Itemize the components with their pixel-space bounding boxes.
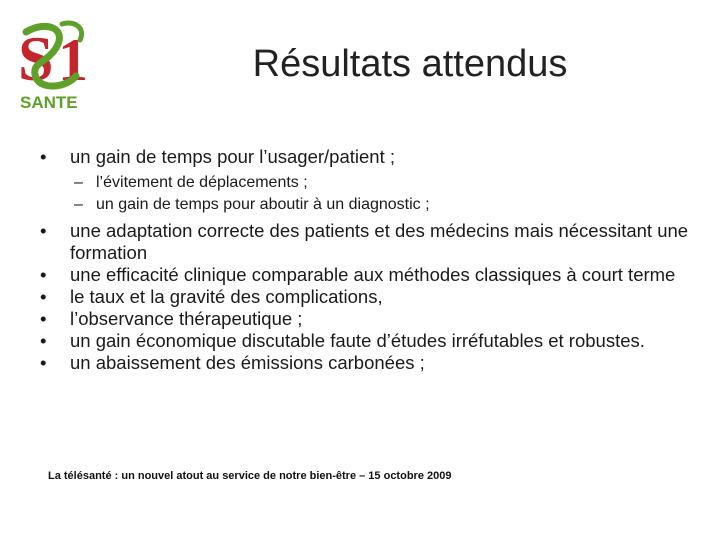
logo-graphic <box>16 18 100 114</box>
bullet-text: un abaissement des émissions carbonées ; <box>70 352 425 373</box>
bullet-text: l’observance thérapeutique ; <box>70 308 303 329</box>
logo-sante-label: SANTE <box>20 93 78 112</box>
sub-bullet-text: l’évitement de déplacements ; <box>96 174 308 191</box>
sub-bullet-item <box>40 194 690 216</box>
bullet-list <box>40 146 690 374</box>
bullet-text: une efficacité clinique comparable aux méthodes classiques à court terme <box>70 264 676 285</box>
bullet-icon: • <box>40 286 47 307</box>
bullet-item <box>40 286 690 308</box>
bullet-item <box>40 146 690 168</box>
bullet-icon: • <box>40 352 47 373</box>
dash-icon: – <box>74 174 83 191</box>
logo-1-digit: 1 <box>58 27 88 93</box>
logo-s-letter: S <box>18 23 54 94</box>
bullet-icon: • <box>40 146 47 167</box>
bullet-text: un gain économique discutable faute d’études irréfutables et robustes. <box>70 330 645 351</box>
bullet-item <box>40 220 690 264</box>
bullet-item <box>40 330 690 352</box>
bullet-text: le taux et la gravité des complications, <box>70 286 383 307</box>
sub-bullet-item <box>40 172 690 194</box>
bullet-item <box>40 308 690 330</box>
sub-bullet-text: un gain de temps pour aboutir à un diagnostic ; <box>96 196 430 213</box>
bullet-icon: • <box>40 308 47 329</box>
s1-sante-logo <box>16 18 100 114</box>
bullet-text: un gain de temps pour l’usager/patient ; <box>70 146 395 167</box>
footer-caption: La télésanté : un nouvel atout au service de notre bien-être – 15 octobre 2009 <box>48 470 452 482</box>
dash-icon: – <box>74 196 83 213</box>
bullet-icon: • <box>40 220 47 241</box>
bullet-icon: • <box>40 330 47 351</box>
bullet-text: une adaptation correcte des patients et des médecins mais nécessitant une formation <box>70 220 689 263</box>
bullet-item <box>40 352 690 374</box>
slide-title: Résultats attendus <box>252 43 568 85</box>
bullet-icon: • <box>40 264 47 285</box>
bullet-item <box>40 264 690 286</box>
